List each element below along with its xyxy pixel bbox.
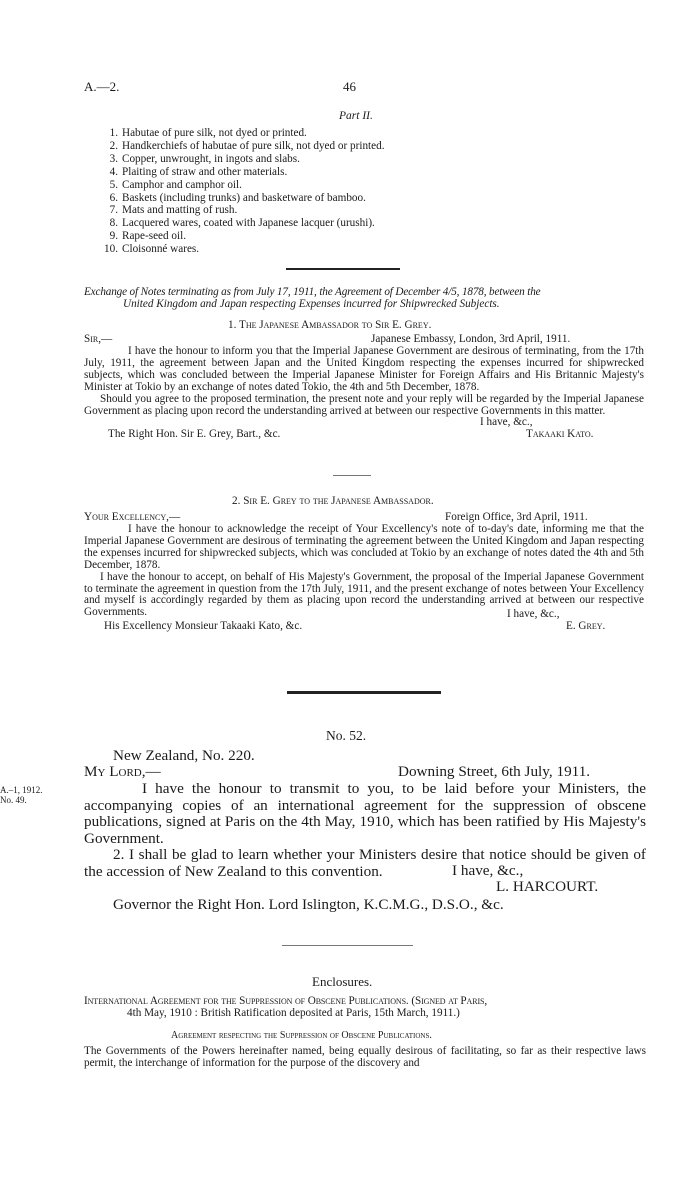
section-divider (286, 268, 400, 270)
list-item: 3. Copper, unwrought, in ingots and slabs. (109, 152, 300, 165)
note1-paragraph: I have the honour to inform you that the Imperial Japanese Government are desirous of terminating, from the 17th July, 1911, the agreement between Japan and the United Kingdom respecting the expenses incurred for shipwrecked subjects, which was concluded between the Imperial Japanese Minister for Foreign Affairs and His Britannic Majesty's Minister at Tokio by an exchange of notes dated Tokio, the 4th and 5th December, 1878. (84, 345, 644, 393)
enclosure-title-line1: International Agreement for the Suppression of Obscene Publications. (Signed at Paris, (84, 995, 488, 1007)
exchange-title-line1: Exchange of Notes terminating as from July 17, 1911, the Agreement of December 4/5, 1878, between the (84, 286, 541, 298)
section-divider (287, 691, 441, 694)
margin-ref-line: No. 49. (0, 795, 27, 805)
list-item: 7. Mats and matting of rush. (109, 204, 238, 217)
note2-recipient: His Excellency Monsieur Takaaki Kato, &c. (104, 620, 303, 632)
part-list (102, 127, 522, 256)
note2-address: Foreign Office, 3rd April, 1911. (445, 511, 588, 523)
note2-close: I have, &c., (507, 608, 560, 620)
note2-heading: 2. Sir E. Grey to the Japanese Ambassador. (232, 495, 434, 507)
note1-address: Japanese Embassy, London, 3rd April, 1911. (371, 333, 571, 345)
enclosure-title-line2: 4th May, 1910 : British Ratification deposited at Paris, 15th March, 1911.) (127, 1007, 460, 1019)
list-item: 2. Handkerchiefs of habutae of pure silk, not dyed or printed. (109, 139, 385, 152)
exchange-title-line2: United Kingdom and Japan respecting Expenses incurred for Shipwrecked Subjects. (123, 298, 500, 310)
note1-signature: Takaaki Kato. (526, 428, 594, 440)
despatch-signature: L. HARCOURT. (496, 878, 599, 895)
list-item: 1. Habutae of pure silk, not dyed or printed. (109, 127, 307, 139)
despatch-close: I have, &c., (452, 862, 524, 879)
list-item: 6. Baskets (including trunks) and basketware of bamboo. (109, 191, 366, 204)
enclosure-paragraph: The Governments of the Powers hereinafter named, being equally desirous of facilitating, so far as their respective laws permit, the interchange of information for the purpose of the discovery and (84, 1045, 646, 1069)
page-number: 46 (343, 79, 356, 94)
list-item: 9. Rape-seed oil. (109, 230, 186, 243)
list-item: 5. Camphor and camphor oil. (109, 178, 242, 191)
note2-salutation: Your Excellency,— (84, 511, 181, 523)
note2-paragraph: I have the honour to acknowledge the receipt of Your Excellency's note of to-day's date, informing me that the Imperial Japanese Government are desirous of terminating the agreement between the United Kingdom and Japan respecting the expenses incurred for shipwrecked subjects, which was concluded at Tokio by an exchange of notes dated the 4th and 5th December, 1878. (84, 523, 644, 571)
note2-signature: E. Grey. (566, 620, 606, 632)
section-divider (282, 945, 413, 946)
note-divider (333, 475, 371, 476)
despatch-paragraph: I have the honour to transmit to you, to be laid before your Ministers, the accompanying copies of an international agreement for the suppression of obscene publications, signed at Paris on the 4th May, 1910, which has been ratified by His Majesty's Government. (84, 780, 646, 847)
despatch-salutation: My Lord,— (84, 763, 161, 780)
list-item: 10. Cloisonné wares. (104, 243, 200, 256)
header-ref: A.—2. (84, 79, 120, 94)
note1-salutation: Sir,— (84, 333, 113, 345)
margin-ref-line: A.–1, 1912. (0, 785, 43, 795)
despatch-recipient: Governor the Right Hon. Lord Islington, K.C.M.G., D.S.O., &c. (113, 896, 504, 913)
list-item: 4. Plaiting of straw and other materials. (109, 165, 288, 178)
note1-close: I have, &c., (480, 416, 533, 428)
despatch-paragraph: 2. I shall be glad to learn whether your Ministers desire that notice should be given of the accession of New Zealand to this convention. (84, 846, 646, 880)
margin-ref (0, 785, 43, 805)
despatch-number: No. 52. (326, 728, 367, 743)
note1-paragraph: Should you agree to the proposed termination, the present note and your reply will be regarded by the Imperial Japanese Government as placing upon record the understanding arrived at between our respective Governments in this matter. (84, 392, 644, 417)
despatch-body (84, 781, 646, 880)
enclosure-body (84, 1046, 646, 1070)
list-item: 8. Lacquered wares, coated with Japanese lacquer (urushi). (109, 217, 375, 230)
part-heading: Part II. (339, 110, 373, 122)
enclosures-heading: Enclosures. (312, 974, 373, 989)
note2-body (84, 524, 644, 619)
despatch-address: Downing Street, 6th July, 1911. (398, 763, 591, 780)
note1-recipient: The Right Hon. Sir E. Grey, Bart., &c. (108, 428, 281, 440)
despatch-colony: New Zealand, No. 220. (113, 747, 255, 764)
agreement-heading: Agreement respecting the Suppression of Obscene Publications. (171, 1030, 432, 1041)
note2-paragraph: I have the honour to accept, on behalf of His Majesty's Government, the proposal of the Imperial Japanese Government to terminate the agreement in question from the 17th July, 1911, and the present exchange of notes between Your Excellency and myself is accordingly regarded by them as placing upon record the understanding arrived at between our respective Governments. (84, 570, 644, 619)
note1-heading: 1. The Japanese Ambassador to Sir E. Grey. (228, 319, 432, 331)
note1-body (84, 346, 644, 417)
